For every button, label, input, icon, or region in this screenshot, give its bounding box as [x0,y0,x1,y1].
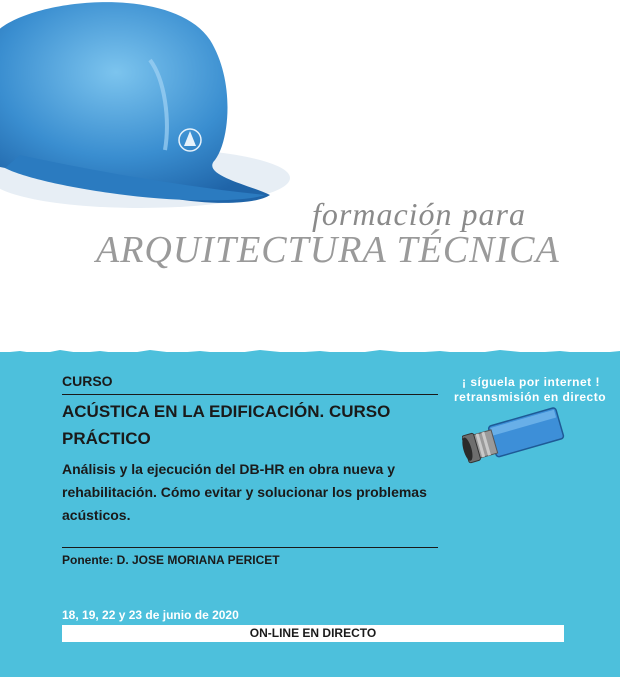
tagline-small: formación para [312,196,526,232]
course-title: ACÚSTICA EN LA EDIFICACIÓN. CURSO PRÁCTICO [62,402,391,448]
delivery-mode: ON-LINE EN DIRECTO [62,625,564,642]
speaker: Ponente: D. JOSE MORIANA PERICET [62,553,280,567]
stream-subnote: retransmisión en directo [454,390,607,404]
divider [62,547,438,548]
tagline-main: ARQUITECTURA TÉCNICA [96,229,560,271]
course-label: CURSO [62,373,113,389]
divider [62,394,438,395]
course-dates: 18, 19, 22 y 23 de junio de 2020 [62,608,239,622]
camera-icon [462,405,572,470]
stream-note: ¡ síguela por internet ! [462,375,601,389]
course-subtitle: Análisis y la ejecución del DB-HR en obra nueva y rehabilitación. Cómo evitar y solucionar los problemas acústicos. [62,461,427,523]
helmet-icon [0,0,300,215]
